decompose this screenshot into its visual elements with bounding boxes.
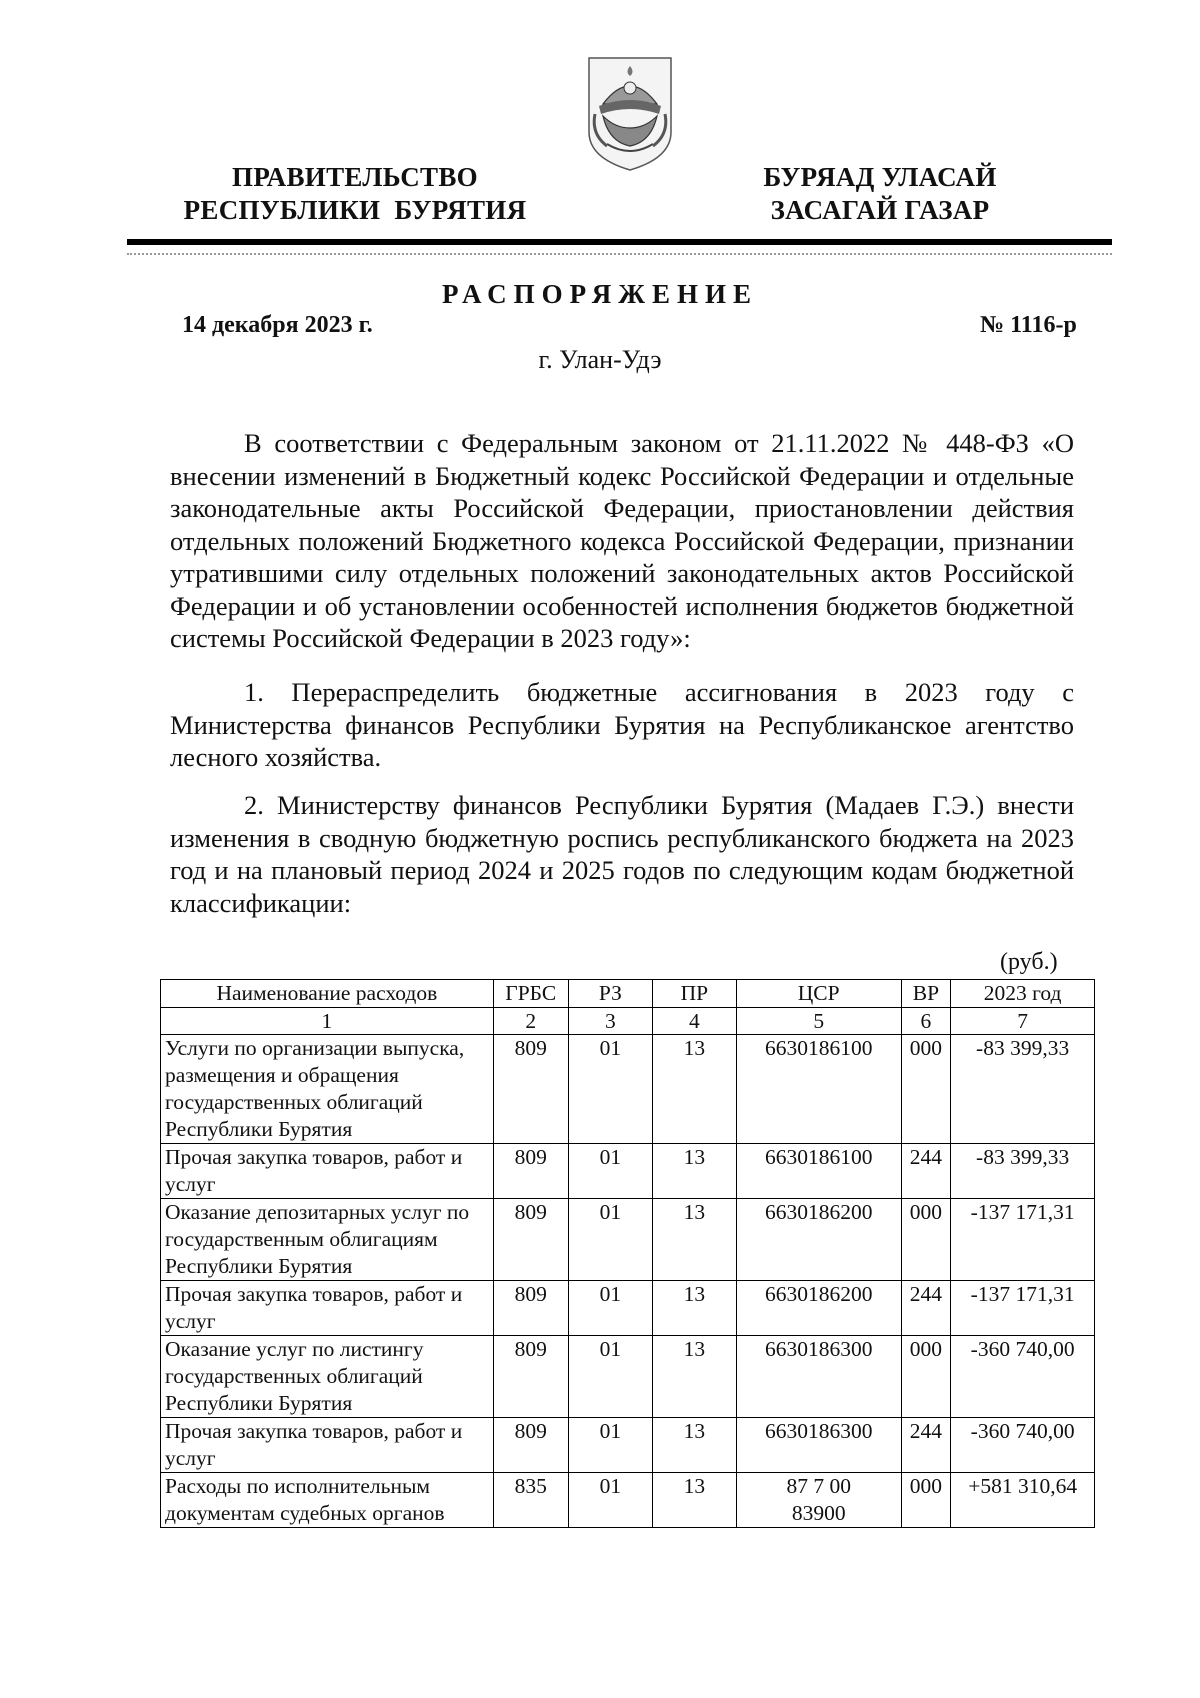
table-row: [161, 1144, 1095, 1199]
grbs-code: 809: [493, 1418, 568, 1473]
government-name-russian: [145, 161, 565, 227]
government-name-line1: ПРАВИТЕЛЬСТВО: [232, 162, 478, 192]
column-number: 6: [901, 1008, 951, 1035]
column-header-rz: РЗ: [568, 980, 652, 1008]
amount-2023: -360 740,00: [951, 1418, 1095, 1473]
rz-code: 01: [568, 1336, 652, 1418]
column-header-grbs: ГРБС: [493, 980, 568, 1008]
rz-code: 01: [568, 1035, 652, 1144]
rz-code: 01: [568, 1473, 652, 1528]
column-header-pr: ПР: [652, 980, 736, 1008]
coat-of-arms-emblem: [585, 54, 675, 174]
table-header-row: [161, 980, 1095, 1008]
table-row: [161, 1418, 1095, 1473]
government-name-line2: РЕСПУБЛИКИ БУРЯТИЯ: [183, 195, 527, 225]
document-type-title: РАСПОРЯЖЕНИЕ: [441, 279, 759, 309]
grbs-code: 809: [493, 1336, 568, 1418]
column-header-name: Наименование расходов: [161, 980, 494, 1008]
expense-name: Оказание услуг по листингу государственных облигаций Республики Бурятия: [161, 1336, 494, 1418]
column-number-row: [161, 1008, 1095, 1035]
column-header-vr: ВР: [901, 980, 951, 1008]
column-number: 2: [493, 1008, 568, 1035]
column-header-year: 2023 год: [951, 980, 1095, 1008]
csr-code: 6630186200: [736, 1199, 901, 1281]
document-number: № 1116-р: [980, 312, 1077, 338]
amount-2023: +581 310,64: [951, 1473, 1095, 1528]
table-row: [161, 1336, 1095, 1418]
table-row: [161, 1473, 1095, 1528]
amount-2023: -137 171,31: [951, 1199, 1095, 1281]
pr-code: 13: [652, 1144, 736, 1199]
pr-code: 13: [652, 1418, 736, 1473]
government-name-buryat-line2: ЗАСАГАЙ ГАЗАР: [770, 195, 990, 225]
amount-2023: -83 399,33: [951, 1035, 1095, 1144]
budget-classification-table: [160, 979, 1095, 1528]
preamble-paragraph: В соответствии с Федеральным законом от 21.11.2022 № 448-ФЗ «О внесении изменений в Бюджетный кодекс Российской Федерации и отдельные законодательные акты Российской Федерации, приостановлении действия отдельных положений Бюджетного кодекса Российской Федерации, признании утратившими силу отдельных положений законодательных актов Российской Федерации и об установлении особенностей исполнения бюджетов бюджетной системы Российской Федерации в 2023 году»:: [170, 428, 1074, 653]
column-header-csr: ЦСР: [736, 980, 901, 1008]
pr-code: 13: [652, 1035, 736, 1144]
vr-code: 000: [901, 1199, 951, 1281]
csr-code: 6630186300: [736, 1336, 901, 1418]
grbs-code: 809: [493, 1281, 568, 1336]
expense-name: Услуги по организации выпуска, размещения и обращения государственных облигаций Республики Бурятия: [161, 1035, 494, 1144]
column-number: 5: [736, 1008, 901, 1035]
item-2-paragraph: 2. Министерству финансов Республики Бурятия (Мадаев Г.Э.) внести изменения в сводную бюджетную роспись республиканского бюджета на 2023 год и на плановый период 2024 и 2025 годов по следующим кодам бюджетной классификации:: [170, 790, 1074, 918]
pr-code: 13: [652, 1473, 736, 1528]
document-place: г. Улан-Удэ: [538, 345, 662, 374]
government-name-buryat: [720, 161, 1040, 227]
csr-code: 87 7 00 83900: [736, 1473, 901, 1528]
rz-code: 01: [568, 1281, 652, 1336]
csr-code: 6630186200: [736, 1281, 901, 1336]
amount-2023: -360 740,00: [951, 1336, 1095, 1418]
csr-code: 6630186300: [736, 1418, 901, 1473]
header-divider-dotted: [127, 253, 1112, 255]
grbs-code: 809: [493, 1144, 568, 1199]
column-number: 1: [161, 1008, 494, 1035]
column-number: 4: [652, 1008, 736, 1035]
vr-code: 000: [901, 1336, 951, 1418]
rz-code: 01: [568, 1418, 652, 1473]
rz-code: 01: [568, 1199, 652, 1281]
column-number: 7: [951, 1008, 1095, 1035]
amount-2023: -83 399,33: [951, 1144, 1095, 1199]
expense-name: Прочая закупка товаров, работ и услуг: [161, 1281, 494, 1336]
expense-name: Расходы по исполнительным документам судебных органов: [161, 1473, 494, 1528]
pr-code: 13: [652, 1199, 736, 1281]
document-date: 14 декабря 2023 г.: [182, 312, 373, 338]
expense-name: Прочая закупка товаров, работ и услуг: [161, 1144, 494, 1199]
header-divider-thick: [127, 239, 1112, 245]
table-row: [161, 1199, 1095, 1281]
expense-name: Прочая закупка товаров, работ и услуг: [161, 1418, 494, 1473]
amount-2023: -137 171,31: [951, 1281, 1095, 1336]
grbs-code: 809: [493, 1199, 568, 1281]
table-row: [161, 1035, 1095, 1144]
pr-code: 13: [652, 1336, 736, 1418]
expense-name: Оказание депозитарных услуг по государственным облигациям Республики Бурятия: [161, 1199, 494, 1281]
vr-code: 244: [901, 1418, 951, 1473]
vr-code: 244: [901, 1144, 951, 1199]
vr-code: 000: [901, 1035, 951, 1144]
item-1-paragraph: 1. Перераспределить бюджетные ассигнования в 2023 году с Министерства финансов Республики Бурятия на Республиканское агентство лесного хозяйства.: [170, 677, 1074, 772]
currency-unit-label: (руб.): [1000, 949, 1058, 975]
grbs-code: 835: [493, 1473, 568, 1528]
rz-code: 01: [568, 1144, 652, 1199]
pr-code: 13: [652, 1281, 736, 1336]
column-number: 3: [568, 1008, 652, 1035]
vr-code: 244: [901, 1281, 951, 1336]
table-row: [161, 1281, 1095, 1336]
csr-code: 6630186100: [736, 1035, 901, 1144]
grbs-code: 809: [493, 1035, 568, 1144]
government-name-buryat-line1: БУРЯАД УЛАСАЙ: [763, 162, 997, 192]
vr-code: 000: [901, 1473, 951, 1528]
csr-code: 6630186100: [736, 1144, 901, 1199]
